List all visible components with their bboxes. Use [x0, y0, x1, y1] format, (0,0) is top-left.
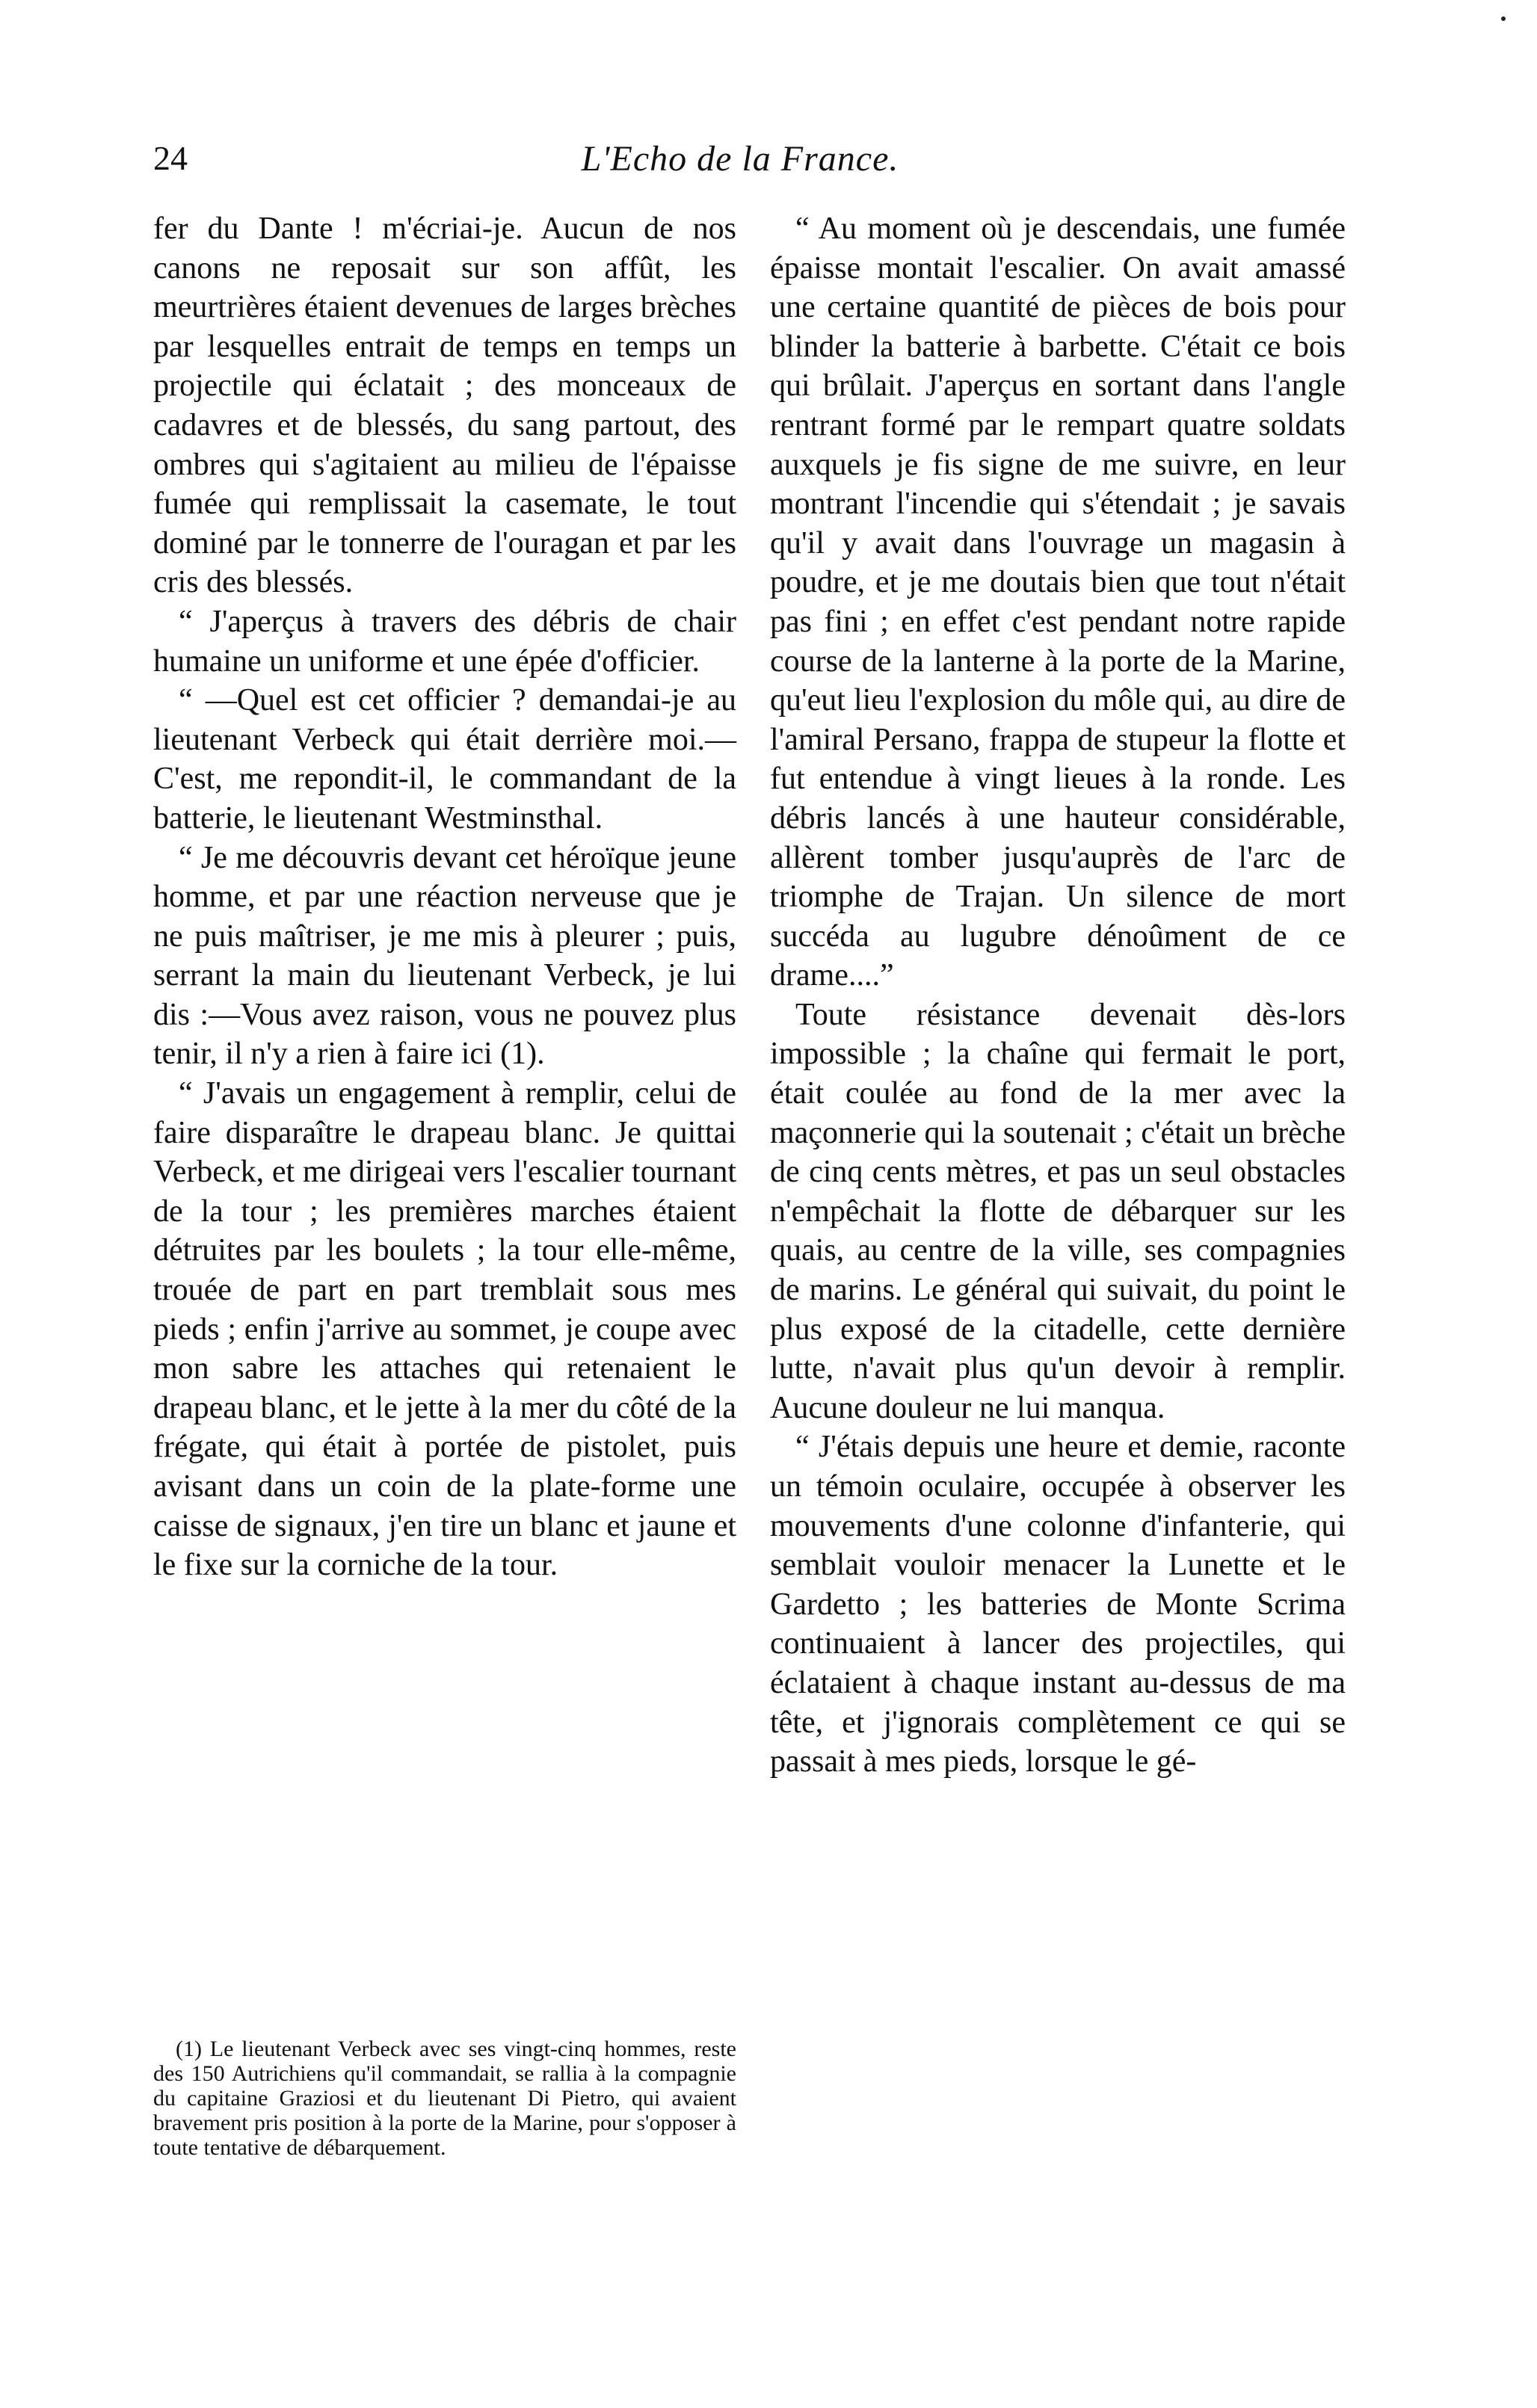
right-column: [770, 209, 1346, 1782]
paragraph: fer du Dante ! m'écriai-je. Aucun de nos canons ne reposait sur son affût, les meurtrières étaient devenues de larges brèches par lesquelles entrait de temps en temps un projectile qui éclatait ; des monceaux de cadavres et de blessés, du sang partout, des ombres qui s'agitaient au milieu de l'épaisse fumée qui remplissait la casemate, le tout dominé par le tonnerre de l'ouragan et par les cris des blessés.: [153, 212, 736, 600]
footnote: (1) Le lieutenant Verbeck avec ses vingt-cinq hommes, reste des 150 Autrichiens qu'il commandait, se rallia à la compagnie du capitaine Graziosi et du lieutenant Di Pietro, qui avaient bravement pris position à la porte de la Marine, pour s'opposer à toute tentative de débarquement.: [153, 2037, 736, 2160]
paragraph: “ Au moment où je descendais, une fumée épaisse montait l'escalier. On avait amassé une certaine quantité de pièces de bois pour blinder la batterie à barbette. C'était ce bois qui brûlait. J'aperçus en sortant dans l'angle rentrant formé par le rempart quatre soldats auxquels je fis signe de me suivre, en leur montrant l'incendie qui s'étendait ; je savais qu'il y avait dans l'ouvrage un magasin à poudre, et je me doutais bien que tout n'était pas fini ; en effet c'est pendant notre rapide course de la lanterne à la porte de la Marine, qu'eut lieu l'explosion du môle qui, au dire de l'amiral Persano, frappa de stupeur la flotte et fut entendue à vingt lieues à la ronde. Les débris lancés à une hauteur considérable, allèrent tomber jusqu'auprès de l'arc de triomphe de Trajan. Un silence de mort succéda au lugubre dénoûment de ce drame....”: [770, 212, 1346, 993]
paragraph: “ —Quel est cet officier ? demandai-je au lieutenant Verbeck qui était derrière moi.—C'est, me repondit-il, le commandant de la batterie, le lieutenant Westminsthal.: [153, 683, 736, 836]
paragraph: “ Je me découvris devant cet héroïque jeune homme, et par une réaction nerveuse que je ne puis maîtriser, je me mis à pleurer ; puis, serrant la main du lieutenant Verbeck, je lui dis :—Vous avez raison, vous ne pouvez plus tenir, il n'y a rien à faire ici (1).: [153, 840, 736, 1072]
scan-speck: [1501, 16, 1506, 21]
paragraph: Toute résistance devenait dès-lors impossible ; la chaîne qui fermait le port, était coulée au fond de la mer avec la maçonnerie qui la soutenait ; c'était un brèche de cinq cents mètres, et pas un seul obstacles n'empêchait la flotte de débarquer sur les quais, au centre de la ville, ses compagnies de marins. Le général qui suivait, du point le plus exposé de la citadelle, cette dernière lutte, n'avait plus qu'un devoir à remplir. Aucune douleur ne lui manqua.: [770, 997, 1346, 1425]
running-head: [153, 138, 1327, 191]
paragraph: “ J'avais un engagement à remplir, celui de faire disparaître le drapeau blanc. Je quittai Verbeck, et me dirigeai vers l'escalier tournant de la tour ; les premières marches étaient détruites par les boulets ; la tour elle-même, trouée de part en part tremblait sous mes pieds ; enfin j'arrive au sommet, je coupe avec mon sabre les attaches qui retenaient le drapeau blanc, et le jette à la mer du côté de la frégate, qui était à portée de pistolet, puis avisant dans un coin de la plate-forme une caisse de signaux, j'en tire un blanc et jaune et le fixe sur la corniche de la tour.: [153, 1076, 736, 1583]
paragraph: “ J'étais depuis une heure et demie, raconte un témoin oculaire, occupée à observer les mouvements d'une colonne d'infanterie, qui semblait vouloir menacer la Lunette et le Gardetto ; les batteries de Monte Scrima continuaient à lancer des projectiles, qui éclataient à chaque instant au-dessus de ma tête, et j'ignorais complètement ce qui se passait à mes pieds, lorsque le gé-: [770, 1430, 1346, 1779]
left-column: [153, 209, 736, 1585]
journal-title: L'Echo de la France.: [581, 139, 899, 179]
paragraph: “ J'aperçus à travers des débris de chair humaine un uniforme et une épée d'officier.: [153, 604, 736, 679]
page-number: 24: [153, 139, 188, 177]
